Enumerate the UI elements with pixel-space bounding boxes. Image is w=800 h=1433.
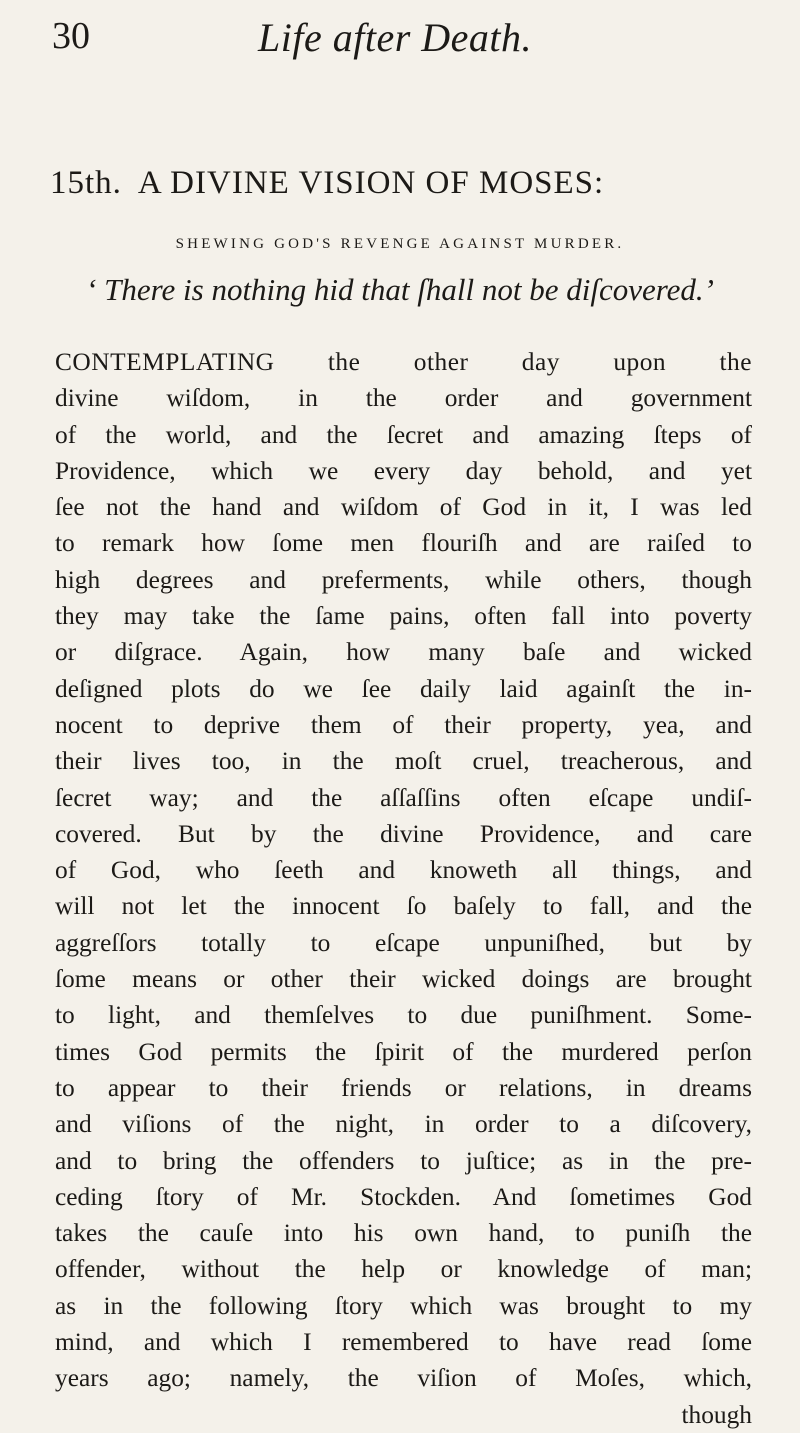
chapter-number: 15th. bbox=[50, 165, 122, 201]
body-line: CONTEMPLATING the other day upon the bbox=[55, 348, 752, 376]
body-line: ſecret way; and the aſſaſſins often eſcape undiſ- bbox=[55, 783, 752, 812]
body-line: to appear to their friends or relations, in dreams bbox=[55, 1073, 752, 1102]
body-line: to light, and themſelves to due puniſhment. Some- bbox=[55, 1001, 752, 1030]
body-line: nocent to deprive them of their property, yea, and bbox=[55, 710, 752, 739]
body-line: of God, who ſeeth and knoweth all things, and bbox=[55, 856, 752, 885]
body-line: deſigned plots do we ſee daily laid againſt the in- bbox=[55, 674, 752, 703]
body-line: years ago; namely, the viſion of Moſes, which, bbox=[55, 1364, 752, 1393]
body-line: as in the following ſtory which was brought to my bbox=[55, 1291, 752, 1320]
chapter-title: A DIVINE VISION OF MOSES: bbox=[137, 165, 605, 201]
body-line: ſee not the hand and wiſdom of God in it, I was led bbox=[55, 493, 752, 522]
chapter-heading bbox=[50, 165, 760, 202]
body-line: ceding ſtory of Mr. Stockden. And ſometimes God bbox=[55, 1182, 752, 1211]
body-line: aggreſſors totally to eſcape unpuniſhed, but by bbox=[55, 928, 752, 957]
page-number: 30 bbox=[52, 15, 90, 57]
body-line: and to bring the offenders to juſtice; as in the pre- bbox=[55, 1146, 752, 1175]
body-line: divine wiſdom, in the order and government bbox=[55, 384, 752, 413]
page-header bbox=[50, 14, 740, 76]
body-line: covered. But by the divine Providence, and care bbox=[55, 819, 752, 848]
body-line: will not let the innocent ſo baſely to fall, and the bbox=[55, 892, 752, 921]
body-line: times God permits the ſpirit of the murdered perſon bbox=[55, 1037, 752, 1066]
body-line: ſome means or other their wicked doings are brought bbox=[55, 965, 752, 994]
body-line: mind, and which I remembered to have read ſome bbox=[55, 1328, 752, 1357]
body-line: or diſgrace. Again, how many baſe and wicked bbox=[55, 638, 752, 667]
body-line: they may take the ſame pains, often fall into poverty bbox=[55, 602, 752, 631]
body-line: their lives too, in the moſt cruel, treacherous, and bbox=[55, 747, 752, 776]
chapter-subtitle: SHEWING GOD'S REVENGE AGAINST MURDER. bbox=[175, 236, 625, 252]
epigraph: ‘ There is nothing hid that ſhall not be diſcovered.’ bbox=[86, 272, 714, 307]
body-line: and viſions of the night, in order to a diſcovery, bbox=[55, 1110, 752, 1139]
body-line: Providence, which we every day behold, and yet bbox=[55, 456, 752, 485]
body-line: takes the cauſe into his own hand, to puniſh the bbox=[55, 1219, 752, 1248]
body-line: to remark how ſome men flouriſh and are raiſed to bbox=[55, 529, 752, 558]
body-line: high degrees and preferments, while others, though bbox=[55, 565, 752, 594]
catchword: though bbox=[681, 1400, 752, 1429]
running-head: Life after Death. bbox=[257, 15, 533, 60]
body-line: of the world, and the ſecret and amazing ſteps of bbox=[55, 420, 752, 449]
body-text bbox=[55, 344, 752, 1433]
body-line: offender, without the help or knowledge of man; bbox=[55, 1255, 752, 1284]
